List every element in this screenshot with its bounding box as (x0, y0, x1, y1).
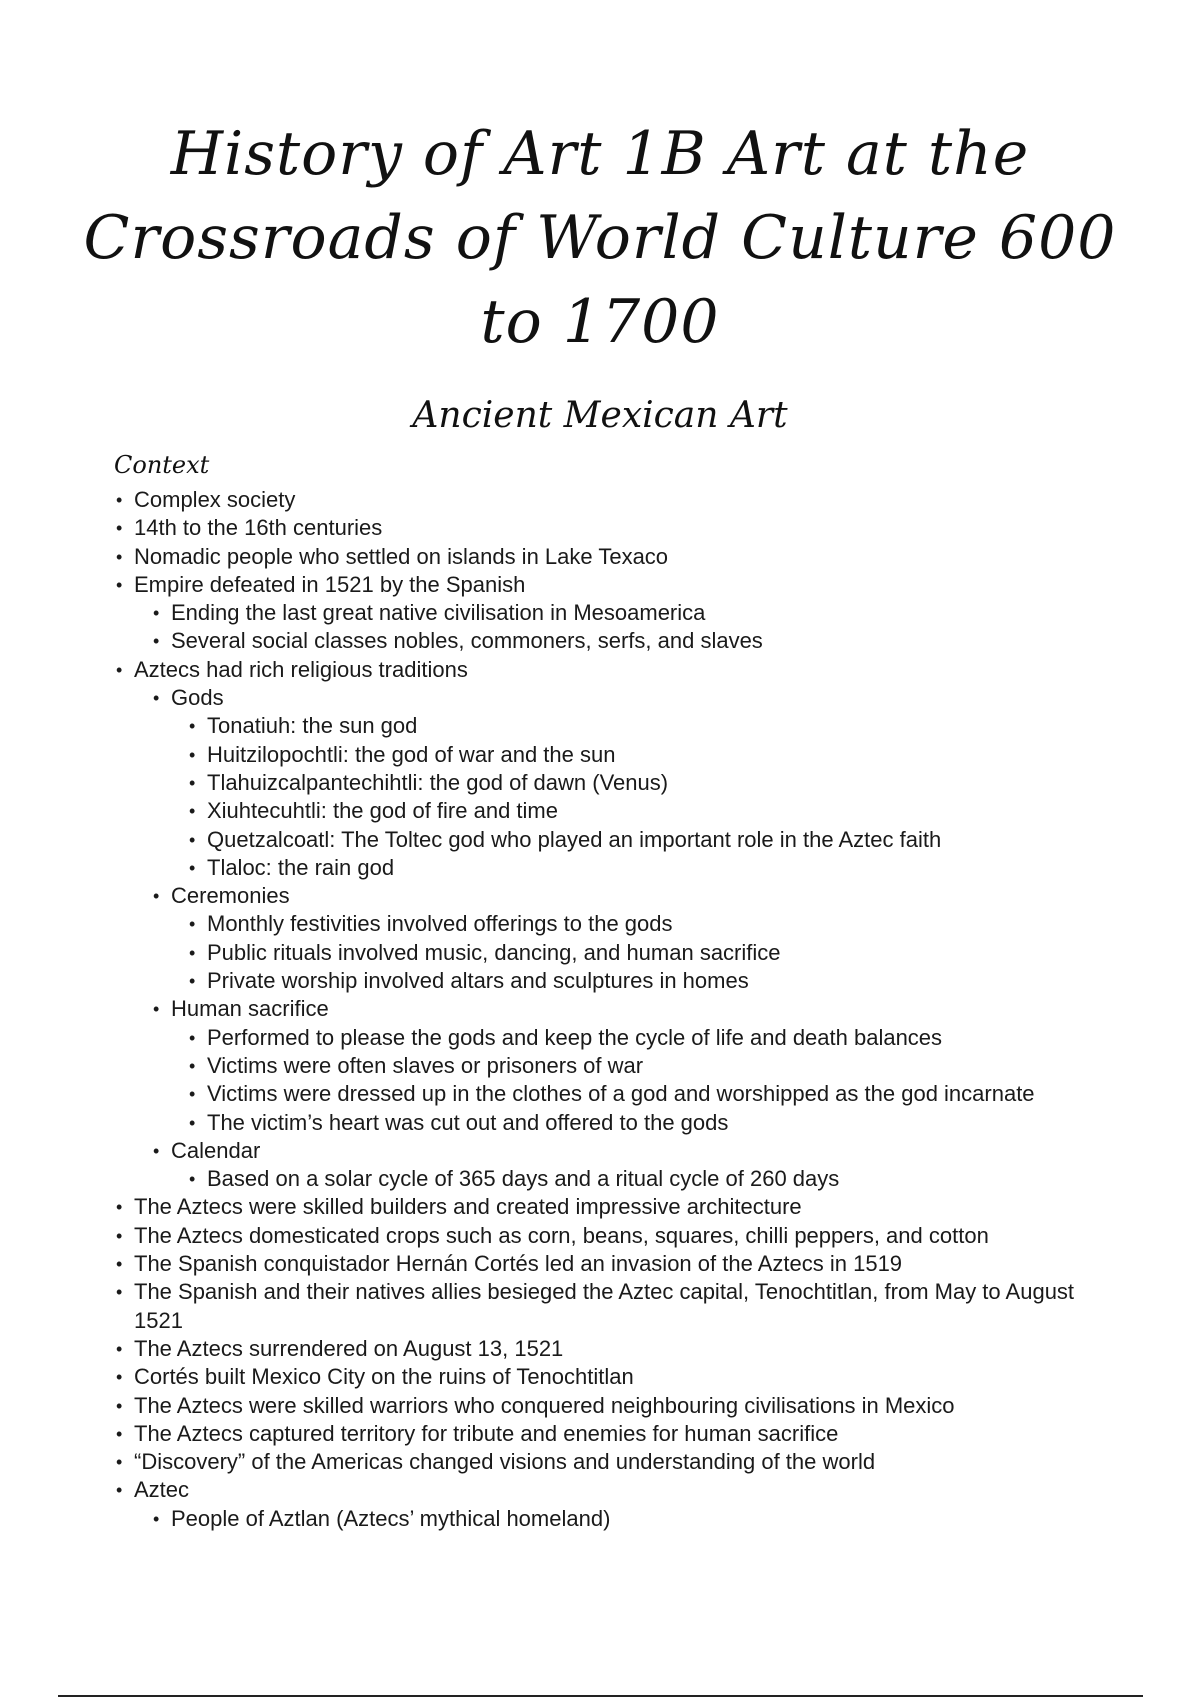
note-item-level-1: • 14th to the 16th centuries (114, 514, 1114, 542)
title-line-2: Crossroads of World Culture 600 (83, 203, 1117, 273)
note-item-level-3: • Tlahuizcalpantechihtli: the god of dawn (Venus) (114, 769, 1114, 797)
note-item-level-3: • Huitzilopochtli: the god of war and the sun (114, 741, 1114, 769)
note-item-level-2: • Ending the last great native civilisation in Mesoamerica (114, 599, 1114, 627)
title-line-1: History of Art 1B Art at the (170, 119, 1030, 189)
note-item-level-3: • Victims were dressed up in the clothes of a god and worshipped as the god incarnate (114, 1080, 1114, 1108)
note-item-level-2: • Ceremonies (114, 882, 1114, 910)
note-item-level-1: • Aztec (114, 1476, 1114, 1504)
document-subtitle: Ancient Mexican Art (412, 395, 788, 436)
note-item-level-3: • Performed to please the gods and keep the cycle of life and death balances (114, 1024, 1114, 1052)
note-item-level-3: • Victims were often slaves or prisoners of war (114, 1052, 1114, 1080)
note-item-level-2: • Calendar (114, 1137, 1114, 1165)
note-item-level-2: • Human sacrifice (114, 995, 1114, 1023)
section-heading-context: Context (114, 451, 210, 479)
note-item-level-1: • “Discovery” of the Americas changed visions and understanding of the world (114, 1448, 1114, 1476)
note-item-level-1: • The Aztecs were skilled warriors who conquered neighbouring civilisations in Mexico (114, 1392, 1114, 1420)
note-item-level-3: • Quetzalcoatl: The Toltec god who played an important role in the Aztec faith (114, 826, 1114, 854)
note-item-level-3: • Tlaloc: the rain god (114, 854, 1114, 882)
notes-bullet-list (114, 486, 1114, 1533)
note-item-level-1: • The Aztecs captured territory for tribute and enemies for human sacrifice (114, 1420, 1114, 1448)
note-item-level-2: • People of Aztlan (Aztecs’ mythical homeland) (114, 1505, 1114, 1533)
note-item-level-1: • Aztecs had rich religious traditions (114, 656, 1114, 684)
note-item-level-1: • Empire defeated in 1521 by the Spanish (114, 571, 1114, 599)
note-item-level-3: • Xiuhtecuhtli: the god of fire and time (114, 797, 1114, 825)
note-item-level-2: • Gods (114, 684, 1114, 712)
note-item-level-3: • Tonatiuh: the sun god (114, 712, 1114, 740)
note-item-level-3: • The victim’s heart was cut out and offered to the gods (114, 1109, 1114, 1137)
note-item-level-3: • Monthly festivities involved offerings to the gods (114, 910, 1114, 938)
note-item-level-1: • The Aztecs surrendered on August 13, 1521 (114, 1335, 1114, 1363)
document-title (80, 112, 1120, 364)
note-item-level-3: • Based on a solar cycle of 365 days and a ritual cycle of 260 days (114, 1165, 1114, 1193)
note-item-level-2: • Several social classes nobles, commoners, serfs, and slaves (114, 627, 1114, 655)
note-item-level-1: • Nomadic people who settled on islands in Lake Texaco (114, 543, 1114, 571)
note-item-level-1: • The Aztecs were skilled builders and created impressive architecture (114, 1193, 1114, 1221)
note-item-level-1: • Complex society (114, 486, 1114, 514)
note-item-level-1: • The Aztecs domesticated crops such as corn, beans, squares, chilli peppers, and cotton (114, 1222, 1114, 1250)
note-item-level-1: • The Spanish and their natives allies besieged the Aztec capital, Tenochtitlan, from May to August 1521 (114, 1278, 1114, 1335)
note-item-level-3: • Public rituals involved music, dancing, and human sacrifice (114, 939, 1114, 967)
footer-divider (58, 1695, 1143, 1697)
note-item-level-1: • The Spanish conquistador Hernán Cortés led an invasion of the Aztecs in 1519 (114, 1250, 1114, 1278)
note-item-level-3: • Private worship involved altars and sculptures in homes (114, 967, 1114, 995)
title-line-3: to 1700 (480, 287, 720, 357)
note-item-level-1: • Cortés built Mexico City on the ruins of Tenochtitlan (114, 1363, 1114, 1391)
